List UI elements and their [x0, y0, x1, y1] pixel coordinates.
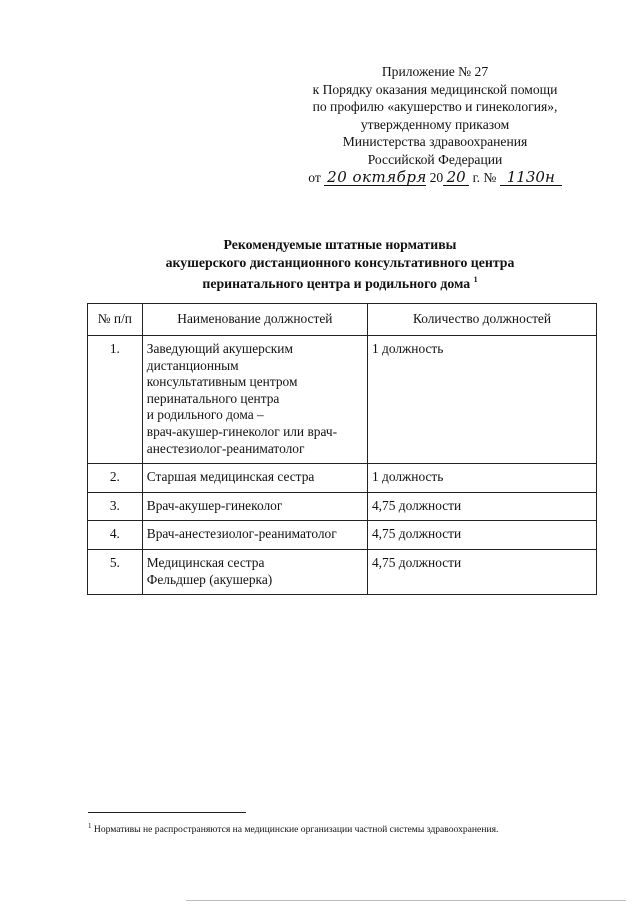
position-line: Фельдшер (акушерка)	[146, 571, 273, 587]
position-name	[142, 336, 367, 464]
position-line: Врач-акушер-гинеколог	[146, 497, 283, 513]
table-row	[88, 492, 597, 521]
row-number: 4.	[88, 521, 143, 550]
footnote-mark: 1	[88, 822, 92, 830]
footnote-reference: 1	[473, 275, 478, 285]
document-title	[80, 236, 600, 293]
position-name	[142, 549, 367, 594]
table-row	[88, 464, 597, 493]
position-quantity: 1 должность	[367, 464, 596, 493]
column-header-number: № п/п	[88, 304, 143, 336]
position-line: Врач-анестезиолог-реаниматолог	[146, 526, 337, 542]
order-date-line	[260, 169, 610, 187]
footnote	[88, 820, 628, 836]
appendix-line: Российской Федерации	[367, 151, 503, 167]
year-suffix: г. №	[472, 169, 497, 185]
position-line: перинатального центра	[146, 390, 280, 406]
staffing-table	[87, 303, 597, 595]
column-header-position: Наименование должностей	[142, 304, 367, 336]
appendix-line: Приложение № 27	[381, 64, 489, 79]
century-prefix: 20	[429, 169, 444, 185]
handwritten-date: 20 октября	[324, 170, 426, 186]
title-line: акушерского дистанционного консультативного центра	[165, 254, 515, 270]
title-line: Рекомендуемые штатные нормативы	[223, 237, 457, 252]
position-quantity: 4,75 должности	[367, 492, 596, 521]
handwritten-year: 20	[443, 170, 469, 186]
position-name	[142, 464, 367, 493]
appendix-line: Министерства здравоохранения	[342, 134, 528, 150]
position-quantity: 4,75 должности	[367, 549, 596, 594]
row-number: 5.	[88, 549, 143, 594]
position-line: Старшая медицинская сестра	[146, 469, 315, 485]
table-header-row	[88, 304, 597, 336]
position-line: дистанционным	[146, 357, 239, 373]
row-number: 1.	[88, 336, 143, 464]
position-name	[142, 492, 367, 521]
position-line: анестезиолог-реаниматолог	[146, 440, 305, 456]
position-quantity: 4,75 должности	[367, 521, 596, 550]
position-line: Заведующий акушерским	[146, 341, 293, 356]
position-line: врач-акушер-гинеколог или врач-	[146, 423, 338, 439]
table-row	[88, 549, 597, 594]
appendix-line: к Порядку оказания медицинской помощи	[312, 81, 558, 97]
position-line: и родильного дома –	[146, 407, 264, 423]
position-name	[142, 521, 367, 550]
footnote-text: Нормативы не распространяются на медицинские организации частной системы здравоохранения.	[93, 824, 499, 835]
footnote-separator	[88, 812, 246, 813]
row-number: 3.	[88, 492, 143, 521]
position-line: консультативным центром	[146, 374, 298, 390]
title-line-text: перинатального центра и родильного дома	[202, 276, 471, 292]
column-header-quantity: Количество должностей	[367, 304, 596, 336]
from-prefix: от	[308, 169, 321, 185]
appendix-line: утвержденному приказом	[360, 116, 510, 132]
position-quantity: 1 должность	[367, 336, 596, 464]
title-line	[80, 271, 600, 293]
row-number: 2.	[88, 464, 143, 493]
table-row	[88, 336, 597, 464]
table-row	[88, 521, 597, 550]
page-bottom-edge	[186, 900, 626, 901]
appendix-line: по профилю «акушерство и гинекология»,	[312, 99, 558, 115]
position-line: Медицинская сестра	[146, 554, 265, 570]
appendix-header	[260, 63, 610, 186]
handwritten-order-number: 1130н	[500, 170, 562, 186]
